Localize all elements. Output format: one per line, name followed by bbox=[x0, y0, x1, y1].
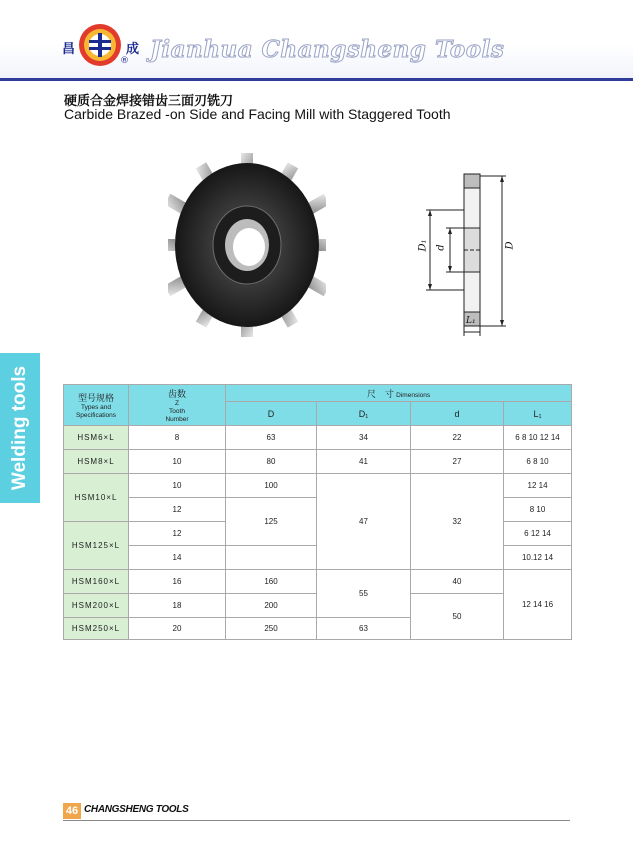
table-row bbox=[64, 426, 572, 450]
page-number: 46 bbox=[63, 803, 81, 819]
table-row bbox=[64, 474, 572, 498]
cell-D1-shared: 47 bbox=[317, 474, 411, 570]
cell-D-empty bbox=[226, 546, 317, 570]
col-d: d bbox=[411, 402, 504, 426]
cell-type: HSM8×L bbox=[64, 450, 129, 474]
cell-D1-shared: 55 bbox=[317, 570, 411, 618]
logo-left-char: 昌 bbox=[62, 42, 76, 57]
milling-cutter-icon bbox=[168, 152, 326, 338]
spec-table bbox=[63, 384, 572, 640]
table-header-row bbox=[64, 385, 572, 402]
cell-z: 16 bbox=[129, 570, 226, 594]
cell-d-shared: 32 bbox=[411, 474, 504, 570]
cell-z: 18 bbox=[129, 594, 226, 618]
cell-z: 14 bbox=[129, 546, 226, 570]
registered-mark: ® bbox=[120, 56, 129, 66]
cell-type: HSM10×L bbox=[64, 474, 129, 522]
cell-D: 160 bbox=[226, 570, 317, 594]
logo-right-char: 成 bbox=[126, 42, 140, 57]
label-D: D bbox=[504, 241, 516, 250]
cell-d: 27 bbox=[411, 450, 504, 474]
cell-type: HSM125×L bbox=[64, 522, 129, 570]
cell-L1-shared: 12 14 16 bbox=[504, 570, 572, 640]
side-tab-label: Welding tools bbox=[9, 365, 30, 491]
col-z-en1: Tooth bbox=[169, 407, 185, 415]
dimensions-header bbox=[226, 385, 572, 402]
cell-z: 10 bbox=[129, 450, 226, 474]
page-title-cn: 硬质合金焊接错齿三面刃铣刀 bbox=[64, 94, 234, 109]
col-type-cn: 型号规格 bbox=[77, 392, 114, 403]
col-z-cn: 齿数 bbox=[167, 388, 186, 399]
cell-type: HSM200×L bbox=[64, 594, 129, 618]
cell-D: 100 bbox=[226, 474, 317, 498]
cell-D1: 63 bbox=[317, 618, 411, 640]
cell-type: HSM250×L bbox=[64, 618, 129, 640]
cell-D: 200 bbox=[226, 594, 317, 618]
cell-d: 40 bbox=[411, 570, 504, 594]
col-D: D bbox=[226, 402, 317, 426]
cell-z: 12 bbox=[129, 498, 226, 522]
dimensions-en: Dimensions bbox=[396, 391, 431, 399]
table-row bbox=[64, 570, 572, 594]
cell-D: 250 bbox=[226, 618, 317, 640]
cell-L1: 6 8 10 bbox=[504, 450, 572, 474]
cell-D1: 41 bbox=[317, 450, 411, 474]
cell-L1: 8 10 bbox=[504, 498, 572, 522]
cell-type: HSM6×L bbox=[64, 426, 129, 450]
col-L1: L₁ bbox=[504, 402, 572, 426]
col-z-en2: Number bbox=[165, 415, 189, 423]
dimensions-cn: 尺 寸 bbox=[366, 388, 394, 399]
technical-drawing bbox=[402, 170, 527, 340]
col-type-header bbox=[64, 385, 129, 426]
page-title-en: Carbide Brazed -on Side and Facing Mill with Staggered Tooth bbox=[64, 106, 451, 122]
cell-D-shared: 125 bbox=[226, 498, 317, 546]
company-logo bbox=[62, 20, 152, 70]
cell-z: 20 bbox=[129, 618, 226, 640]
cell-D1: 34 bbox=[317, 426, 411, 450]
cell-L1: 12 14 bbox=[504, 474, 572, 498]
footer-rule bbox=[63, 820, 570, 821]
header-rule bbox=[0, 78, 633, 81]
cell-D: 80 bbox=[226, 450, 317, 474]
cell-d: 22 bbox=[411, 426, 504, 450]
col-z-sym: Z bbox=[175, 399, 179, 407]
col-z-header bbox=[129, 385, 226, 426]
label-d: d bbox=[435, 244, 447, 251]
col-type-en2: Specifications bbox=[75, 411, 117, 419]
cell-d-shared: 50 bbox=[411, 594, 504, 640]
label-L1: L₁ bbox=[466, 316, 476, 326]
cross-section-drawing bbox=[402, 170, 527, 340]
cell-D: 63 bbox=[226, 426, 317, 450]
cell-L1: 10.12 14 bbox=[504, 546, 572, 570]
table-row bbox=[64, 450, 572, 474]
col-D1: D₁ bbox=[317, 402, 411, 426]
product-photo bbox=[168, 152, 326, 338]
cell-z: 8 bbox=[129, 426, 226, 450]
col-type-en1: Types and bbox=[81, 403, 111, 411]
cell-z: 10 bbox=[129, 474, 226, 498]
label-D1: D₁ bbox=[417, 239, 429, 252]
cell-z: 12 bbox=[129, 522, 226, 546]
cell-type: HSM160×L bbox=[64, 570, 129, 594]
brand-title: Jianhua Changsheng Tools bbox=[150, 36, 505, 63]
footer-brand: CHANGSHENG TOOLS bbox=[84, 804, 189, 815]
cell-L1: 6 8 10 12 14 bbox=[504, 426, 572, 450]
cell-L1: 6 12 14 bbox=[504, 522, 572, 546]
